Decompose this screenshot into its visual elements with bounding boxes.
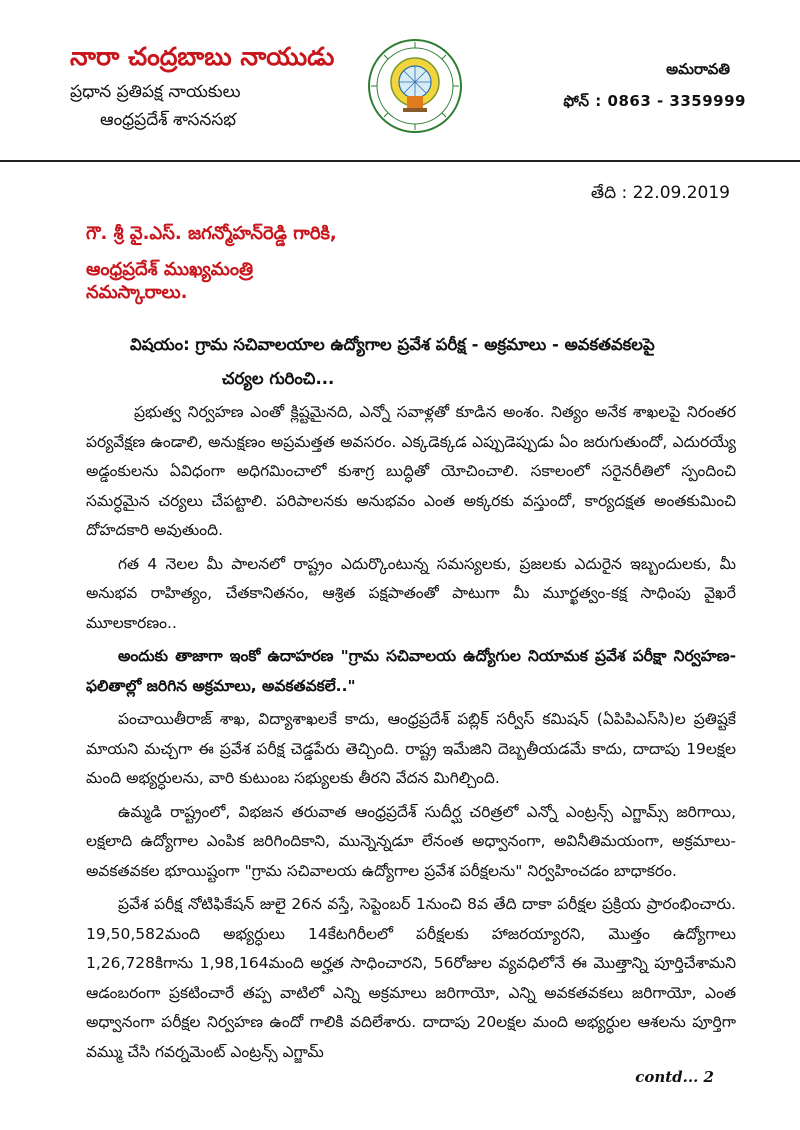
sender-assembly: ఆంధ్రప్రదేశ్ శాసనసభ (100, 110, 237, 130)
greeting: నమస్కారాలు. (86, 282, 188, 303)
paragraph: గత 4 నెలల మీ పాలనలో రాష్ట్రం ఎదుర్కొంటున్న సమస్యలకు, ప్రజలకు ఎదురైన ఇబ్బందులకు, మీ అనుభవ రాహిత్యం, చేతకానితనం, ఆశ్రిత పక్షపాతంతో పాటుగా మీ మూర్ఖత్వం-కక్ష సాధింపు వైఖరే మూలకారణం.. (86, 554, 736, 632)
letterhead-right (563, 60, 746, 114)
subject-block (130, 328, 730, 396)
sender-place: అమరావతి (666, 60, 730, 78)
subject-line-1: గ్రామ సచివాలయాల ఉద్యోగాల ప్రవేశ పరీక్ష - అక్రమాలు - అవకతవకలపై (195, 335, 655, 354)
letterhead-left (70, 42, 334, 134)
paragraph: ఉమ్మడి రాష్ట్రంలో, విభజన తరువాత ఆంధ్రప్రదేశ్ సుదీర్ఘ చరిత్రలో ఎన్నో ఎంట్రన్స్ ఎగ్జామ్స్ జరిగాయి, లక్షలాది ఉద్యోగాల ఎంపిక జరిగిందికాని, మున్నెన్నడూ లేనంత అధ్వానంగా, అవినీతిమయంగా, అక్రమాలు-అవకతవకల భూయిష్టంగా "గ్రామ సచివాలయ ఉద్యోగాల ప్రవేశ పరీక్షలను" నిర్వహించడం బాధాకరం. (86, 802, 736, 880)
sender-phone: ఫోన్ : 0863 - 3359999 (563, 92, 746, 110)
paragraph: అందుకు తాజాగా ఇంకో ఉదాహరణ "గ్రామ సచివాలయ ఉద్యోగుల నియామక ప్రవేశ పరీక్షా నిర్వహణ-ఫలితాల్లో జరిగిన అక్రమాలు, అవకతవకలే.." (86, 647, 736, 695)
sender-designation: ప్రధాన ప్రతిపక్ష నాయకులు (70, 82, 241, 102)
letter-date: తేది : 22.09.2019 (590, 183, 730, 203)
sender-name: నారా చంద్రబాబు నాయుడు (70, 42, 335, 71)
subject-label: విషయం: (130, 335, 190, 354)
paragraph: ప్రవేశ పరీక్ష నోటిఫికేషన్ జులై 26న వస్తే, సెప్టెంబర్ 1నుంచి 8వ తేది దాకా పరీక్షల ప్రక్రియ ప్రారంభించారు. 19,50,582మంది అభ్యర్ధులు 14కేటగిరీలలో పరీక్షలకు హాజరయ్యారని, మొత్తం ఉద్యోగాలు 1,26,728కిగాను 1,98,164మంది అర్హత సాధించారని, 56రోజుల వ్యవధిలోనే ఈ మొత్తాన్ని పూర్తిచేశామని ఆడంబరంగా ప్రకటించారే తప్ప వాటిలో ఎన్ని అక్రమాలు జరిగాయో, ఎన్ని అవకతవకలు జరిగాయో, ఎంత అధ్వానంగా పరీక్షల నిర్వహణ ఉందో గాలికి వదిలేశారు. దాదాపు 20లక్షల మంది అభ్యర్ధుల ఆశలను పూర్తిగా వమ్ము చేసి గవర్నమెంట్ ఎంట్రన్స్ ఎగ్జామ్ (86, 895, 736, 1061)
subject-line-2: చర్యల గురించి... (222, 369, 335, 388)
addressee-name: గౌ. శ్రీ వై.ఎస్. జగన్మోహన్‌రెడ్డి గారికి, (86, 223, 337, 244)
state-emblem-icon (367, 34, 463, 144)
continued-note: contd... 2 (635, 1068, 714, 1086)
paragraph: పంచాయితీరాజ్ శాఖ, విద్యాశాఖలకే కాదు, ఆంధ్రప్రదేశ్ పబ్లిక్ సర్వీస్ కమిషన్ (ఏపిపిఎస్‌సి)ల ప్రతిష్టకే మాయని మచ్చగా ఈ ప్రవేశ పరీక్ష చెడ్డపేరు తెచ్చింది. రాష్ట్ర ఇమేజిని దెబ్బతీయడమే కాదు, దాదాపు 19లక్షల మంది అభ్యర్ధులను, వారి కుటుంబ సభ్యులకు తీరని వేదన మిగిల్చింది. (86, 710, 736, 787)
addressee-title: ఆంధ్రప్రదేశ్ ముఖ్యమంత్రి (86, 259, 254, 280)
letter-body (86, 398, 736, 1071)
addressee (86, 216, 337, 288)
letterhead (0, 0, 800, 160)
letterhead-divider (0, 160, 800, 162)
paragraph: ప్రభుత్వ నిర్వహణ ఎంతో క్లిష్టమైనది, ఎన్నో సవాళ్లతో కూడిన అంశం. నిత్యం అనేక శాఖలపై నిరంతర పర్యవేక్షణ ఉండాలి, అనుక్షణం అప్రమత్తత అవసరం. ఎక్కడెక్కడ ఎప్పుడెప్పుడు ఏం జరుగుతుందో, ఎదురయ్యే అడ్డంకులను ఏవిధంగా అధిగమించాలో కుశాగ్ర బుద్ధితో యోచించాలి. సకాలంలో సరైనరీతిలో స్పందించి సమర్ధమైన చర్యలు చేపట్టాలి. పరిపాలనకు అనుభవం ఎంత అక్కరకు వస్తుందో, కార్యదక్షత అంతకుమించి దోహదకారి అవుతుంది. (86, 403, 736, 539)
